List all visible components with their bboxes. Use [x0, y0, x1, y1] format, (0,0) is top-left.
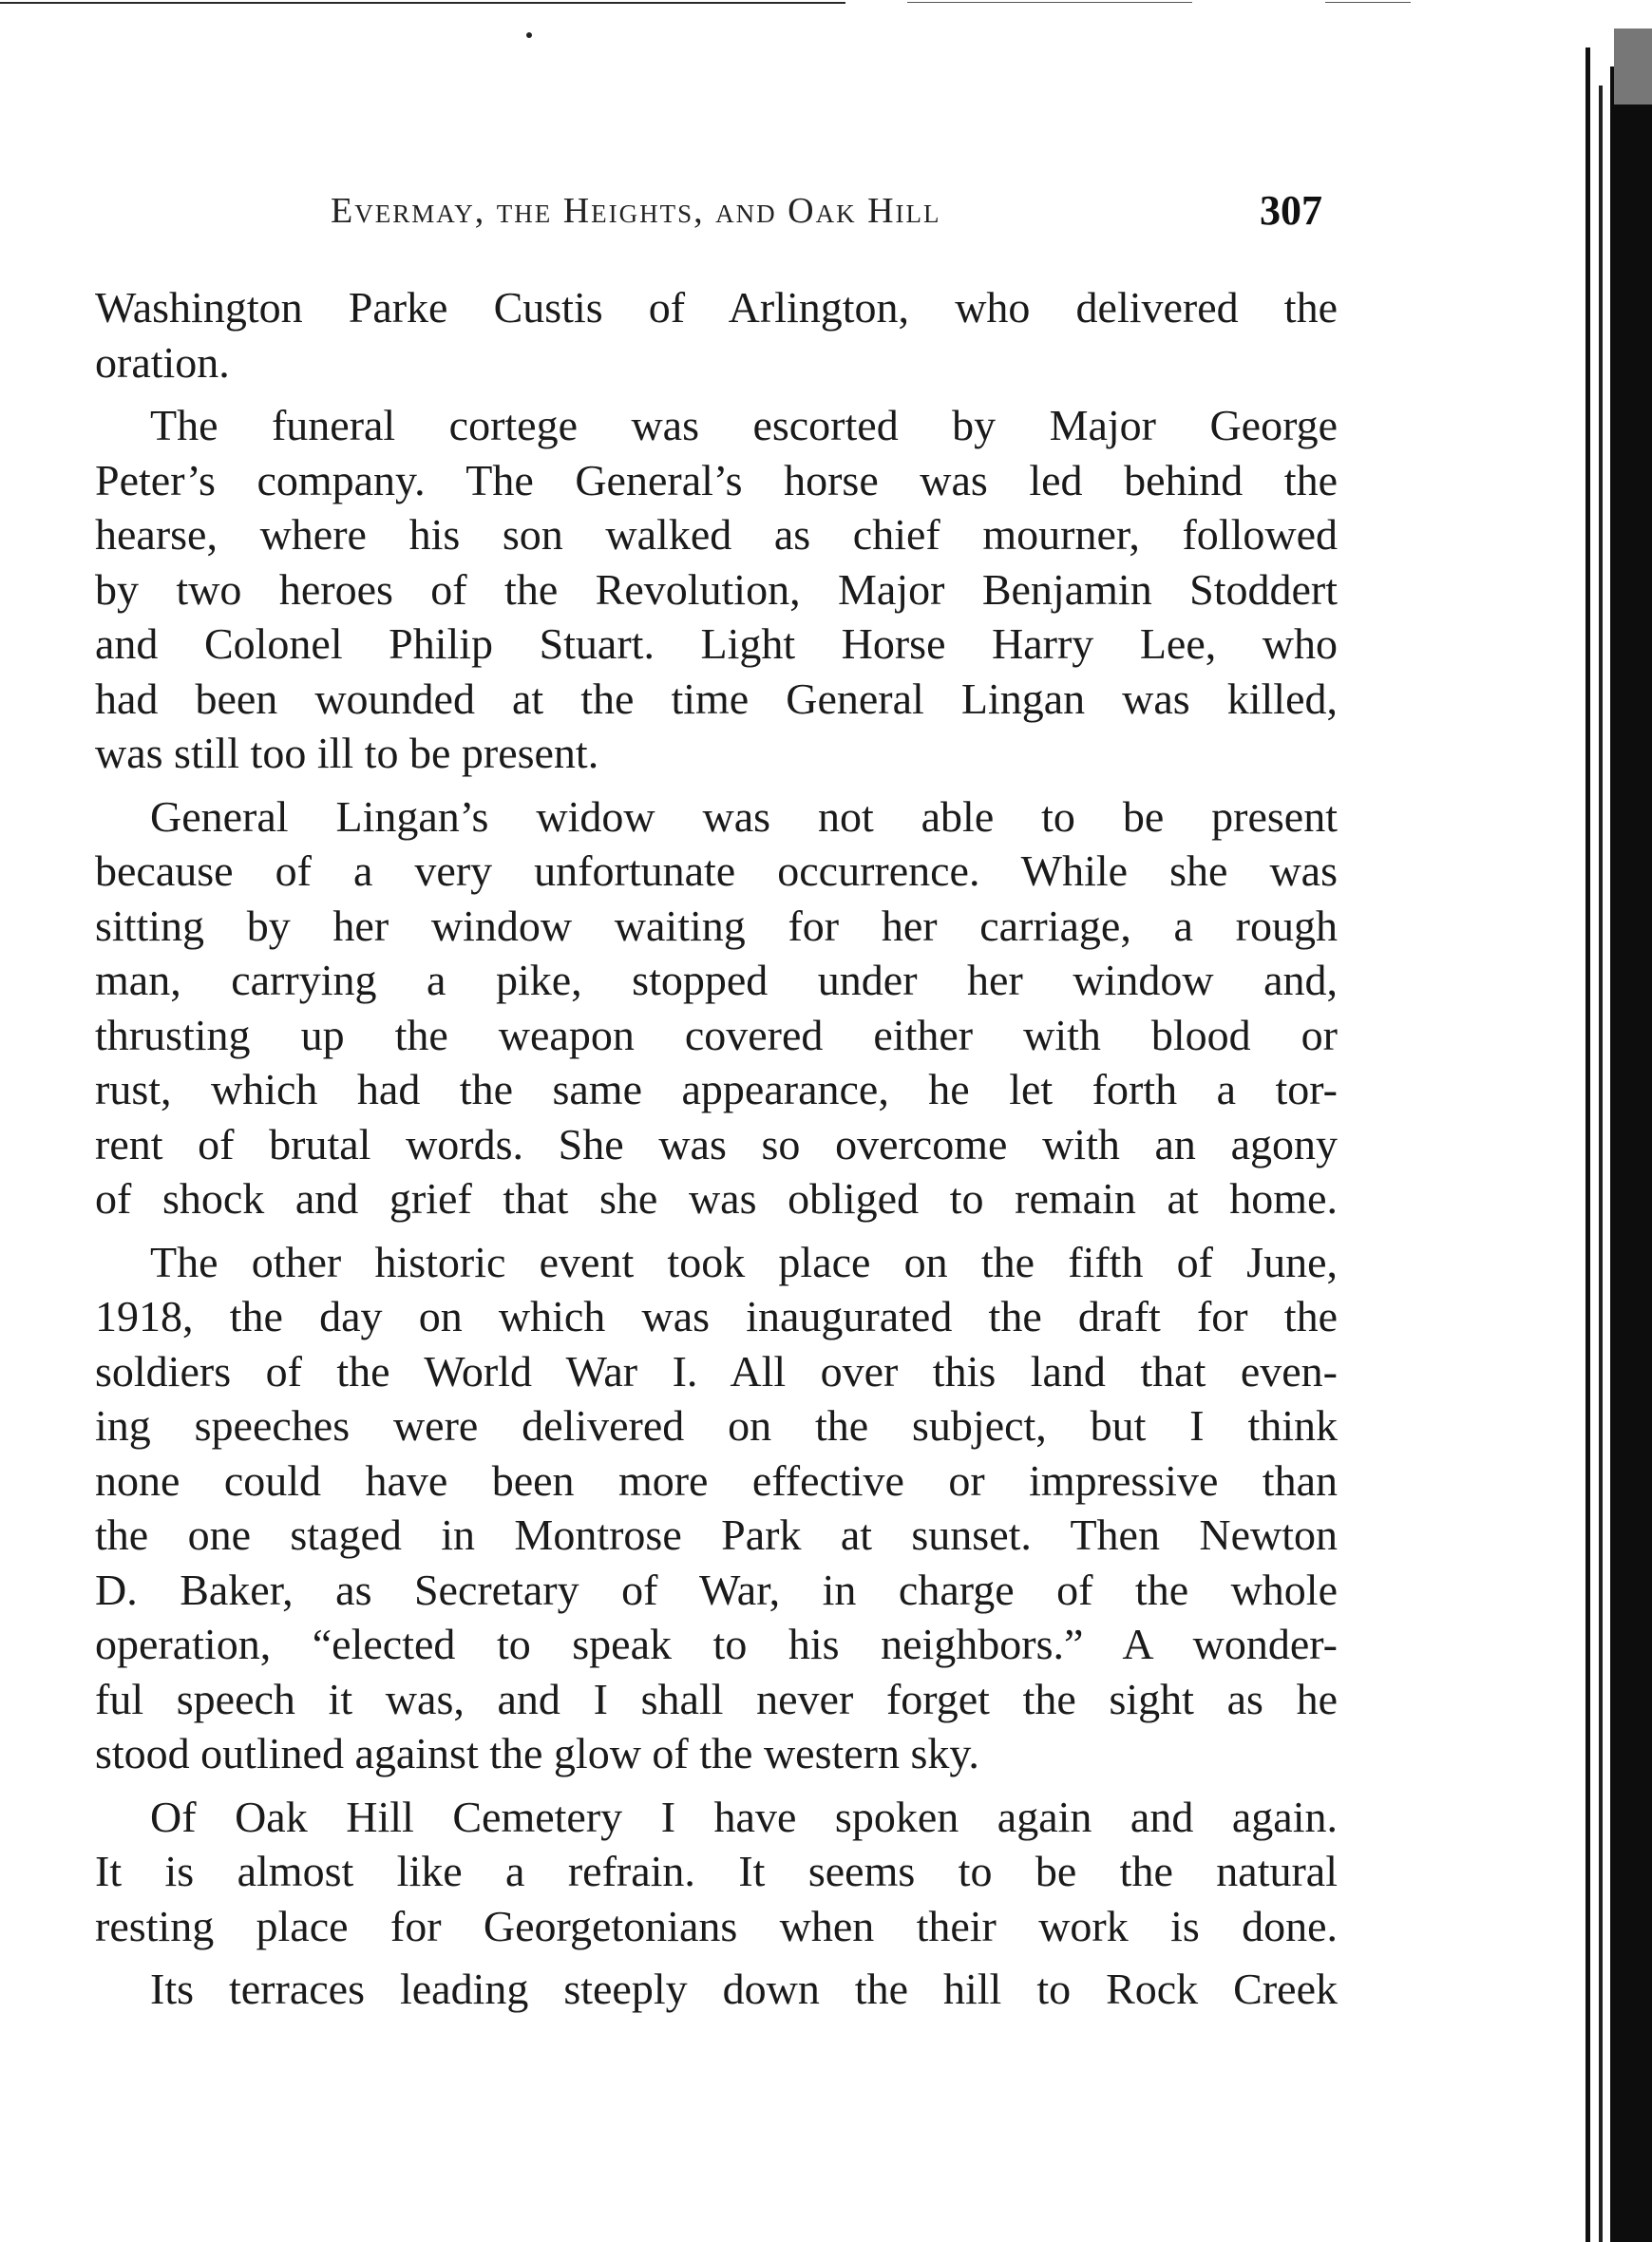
page-binding-edge: [1586, 28, 1652, 2242]
text-line: D. Baker, as Secretary of War, in charge of the whole: [95, 1565, 1338, 1614]
text-line: ing speeches were delivered on the subject, but I think: [95, 1401, 1338, 1450]
text-line: was still too ill to be present.: [95, 729, 599, 777]
top-edge-rule-3: [1325, 2, 1411, 3]
text-line: the one staged in Montrose Park at sunset. Then Newton: [95, 1510, 1338, 1559]
text-line: oration.: [95, 337, 230, 387]
text-line: sitting by her window waiting for her carriage, a rough: [95, 901, 1338, 950]
text-line: The other historic event took place on the fifth of June,: [150, 1237, 1338, 1286]
print-speck: [526, 32, 532, 38]
text-line: General Lingan’s widow was not able to be present: [150, 791, 1338, 841]
text-line: by two heroes of the Revolution, Major Benjamin Stoddert: [95, 564, 1338, 614]
text-line: Its terraces leading steeply down the hill to Rock Creek: [150, 1965, 1338, 2013]
text-line: had been wounded at the time General Lingan was killed,: [95, 674, 1338, 723]
body-text: [95, 280, 1338, 2017]
text-line: Peter’s company. The General’s horse was led behind the: [95, 455, 1338, 504]
text-line: The funeral cortege was escorted by Major George: [150, 401, 1338, 449]
text-line: rust, which had the same appearance, he let forth a tor-: [95, 1065, 1338, 1113]
page-number: 307: [1260, 187, 1322, 234]
text-line: rent of brutal words. She was so overcome with an agony: [95, 1119, 1338, 1168]
text-line: thrusting up the weapon covered either with blood or: [95, 1010, 1338, 1059]
text-line: operation, “elected to speak to his neighbors.” A wonder-: [95, 1620, 1338, 1668]
text-line: Of Oak Hill Cemetery I have spoken again and again.: [150, 1792, 1338, 1841]
text-line: of shock and grief that she was obliged to remain at home.: [95, 1174, 1338, 1223]
text-line: none could have been more effective or impressive than: [95, 1455, 1338, 1505]
text-line: and Colonel Philip Stuart. Light Horse Harry Lee, who: [95, 619, 1338, 668]
text-line: ful speech it was, and I shall never forget the sight as he: [95, 1674, 1338, 1723]
top-edge-rule-2: [907, 2, 1192, 3]
text-line: stood outlined against the glow of the western sky.: [95, 1729, 979, 1777]
text-line: resting place for Georgetonians when their work is done.: [95, 1901, 1338, 1950]
text-line: because of a very unfortunate occurrence. While she was: [95, 846, 1338, 895]
text-line: soldiers of the World War I. All over this land that even-: [95, 1346, 1338, 1396]
text-line: man, carrying a pike, stopped under her window and,: [95, 956, 1338, 1004]
text-line: It is almost like a refrain. It seems to be the natural: [95, 1847, 1338, 1895]
top-edge-rule: [0, 2, 845, 4]
text-line: 1918, the day on which was inaugurated the draft for the: [95, 1292, 1338, 1340]
running-head: Evermay, the Heights, and Oak Hill: [331, 191, 941, 231]
text-line: Washington Parke Custis of Arlington, who delivered the: [95, 283, 1338, 332]
text-line: hearse, where his son walked as chief mourner, followed: [95, 510, 1338, 559]
